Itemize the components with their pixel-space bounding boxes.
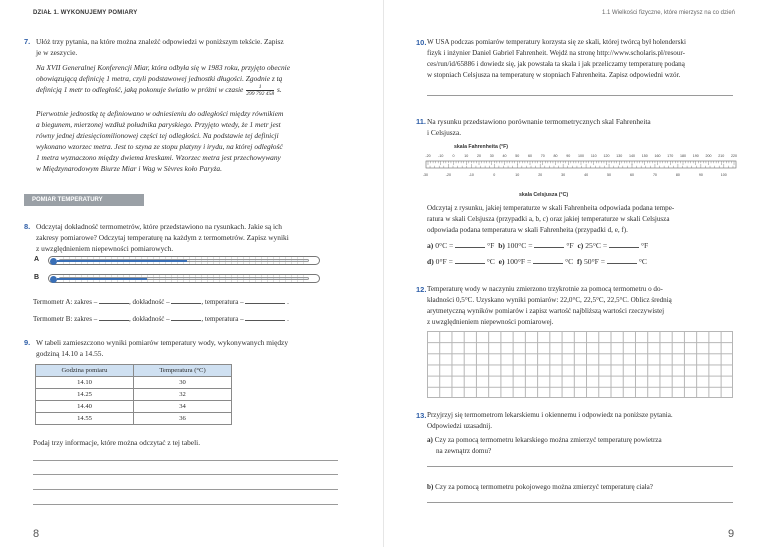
temperature-a-blank[interactable] bbox=[245, 296, 285, 304]
accuracy-b-blank[interactable] bbox=[171, 313, 201, 321]
calculation-grid[interactable] bbox=[427, 331, 733, 398]
thermometer-bulb bbox=[50, 276, 57, 283]
thermometer-b-level bbox=[57, 278, 147, 280]
answer-d-blank[interactable] bbox=[455, 256, 485, 264]
exercise-9-prompt: W tabeli zamieszczono wyniki pomiarów temperatury wody, wykonywanych między godziną 14.10 a 14.55. bbox=[36, 338, 289, 358]
exercise-8-prompt: Odczytaj dokładność termometrów, które przedstawiono na rysunkach. Jakie są ich zakresy pomiarowe? Odczytaj temperaturę na każdym z termometrów. Zapisz wyniki z uwzględnieniem niepewności pomiarowych. bbox=[36, 222, 289, 253]
fahrenheit-tick-label: 80 bbox=[553, 154, 558, 158]
celsius-tick-label: 80 bbox=[675, 173, 680, 177]
answer-line[interactable] bbox=[33, 474, 338, 475]
exercise-12-number: 12. bbox=[416, 285, 427, 294]
fahrenheit-tick-label: 170 bbox=[667, 154, 674, 158]
exercise-7-number: 7. bbox=[24, 37, 31, 46]
fahrenheit-tick-label: 220 bbox=[731, 154, 737, 158]
answer-line[interactable] bbox=[33, 460, 338, 461]
exercise-10-number: 10. bbox=[416, 38, 427, 47]
exercise-11-prompt: Na rysunku przedstawiono porównanie termometrycznych skal Fahrenheita i Celsjusza. bbox=[427, 117, 651, 137]
right-page bbox=[384, 0, 768, 547]
answer-line[interactable] bbox=[427, 95, 733, 96]
exercise-12-prompt: Temperaturę wody w naczyniu zmierzono trzykrotnie za pomocą termometru o do- kładności 0,5°C. Uzyskano wyniki pomiarów: 22,0°C, 22,5°C, 22,5°C. Oblicz średnią arytmetyczną wyników pomiarów i zapisz wartość najbliższą wartości rzeczywistej z uwzględnieniem niepewności pomiarowej. bbox=[427, 285, 672, 326]
accuracy-a-blank[interactable] bbox=[171, 296, 201, 304]
fahrenheit-tick-label: 110 bbox=[590, 154, 597, 158]
table-row: 14.40 34 bbox=[36, 401, 232, 413]
fahrenheit-tick-label: 50 bbox=[515, 154, 520, 158]
page-number-right: 9 bbox=[728, 528, 735, 540]
exercise-11-number: 11. bbox=[416, 117, 427, 126]
exercise-10-prompt: W USA podczas pomiarów temperatury korzysta się ze skali, której twórcą był holenderski fizyk i inżynier Daniel Gabriel Fahrenheit. Wejdź na stronę http://www.scholaris.pl/resour- ces/run/id/65886 i dowiedz się, jak powstała ta skala i jak przeliczamy temperaturę podaną w stopniach Celsjusza na temperaturę w stopniach Fahrenheita. Zapisz odpowiedni wzór. bbox=[427, 38, 686, 79]
chapter-header: DZIAŁ 1. WYKONUJEMY POMIARY bbox=[33, 10, 138, 16]
thermometer-b bbox=[48, 274, 320, 283]
exercise-9-number: 9. bbox=[24, 338, 31, 347]
thermometer-a bbox=[48, 256, 320, 265]
fahrenheit-tick-label: 130 bbox=[616, 154, 623, 158]
fahrenheit-tick-label: 120 bbox=[603, 154, 610, 158]
celsius-tick-label: 30 bbox=[561, 173, 566, 177]
celsius-tick-label: 90 bbox=[698, 173, 703, 177]
thermometer-a-label: A bbox=[34, 256, 40, 263]
fahrenheit-tick-label: 190 bbox=[692, 154, 699, 158]
page-number-left: 8 bbox=[33, 528, 40, 540]
thermometer-bulb bbox=[50, 258, 57, 265]
answer-line[interactable] bbox=[33, 489, 338, 490]
exercise-11-question: Odczytaj z rysunku, jakiej temperaturze w skali Fahrenheita odpowiada podana tempe- ratura w skali Celsjusza (przypadki a, b, c) oraz jakiej temperaturze w skali Celsjusza odpowiada podana temperatura w skali Fahrenheita (przypadki d, e, f). bbox=[427, 204, 675, 234]
table-header-temperature: Temperatura (°C) bbox=[134, 365, 232, 377]
answer-a-blank[interactable] bbox=[455, 240, 485, 248]
table-header-time: Godzina pomiaru bbox=[36, 365, 134, 377]
page-spine bbox=[383, 0, 384, 547]
exercise-9-task: Podaj trzy informacje, które można odczytać z tej tabeli. bbox=[33, 438, 201, 447]
celsius-tick-label: 40 bbox=[584, 173, 589, 177]
fahrenheit-tick-label: 30 bbox=[489, 154, 494, 158]
exercise-7-paragraph-1: Na XVII Generalnej Konferencji Miar, która odbyła się w 1983 roku, przyjęto obecnie obowiązującą definicję 1 metra, czyli podstawowej jednostki długości. Zgodnie z tą definicją 1 metr to odległość, jaką pokonuje światło w próżni w czasie $\frac{1}{299 792 458}$ s. bbox=[36, 63, 290, 97]
exercise-7-prompt: Ułóż trzy pytania, na które można znaleźć odpowiedzi w poniższym tekście. Zapisz je w zeszycie. bbox=[36, 37, 284, 57]
fahrenheit-tick-label: 210 bbox=[718, 154, 725, 158]
table-row: 14.55 36 bbox=[36, 413, 232, 425]
fahrenheit-tick-label: 200 bbox=[705, 154, 712, 158]
fahrenheit-tick-label: 160 bbox=[654, 154, 661, 158]
celsius-tick-label: 70 bbox=[652, 173, 657, 177]
temperature-scales-figure bbox=[424, 140, 740, 198]
exercise-13-question-b: b) Czy za pomocą termometru pokojowego można zmierzyć temperaturę ciała? bbox=[427, 483, 653, 491]
answer-b-blank[interactable] bbox=[534, 240, 564, 248]
conversion-row-2: d) 0°F = °C e) 100°F = °C f) 50°F = °C bbox=[427, 257, 647, 266]
celsius-tick-label: 60 bbox=[630, 173, 634, 177]
fahrenheit-tick-label: 10 bbox=[464, 154, 469, 158]
fahrenheit-tick-label: 60 bbox=[528, 154, 532, 158]
fahrenheit-tick-label: -20 bbox=[425, 154, 431, 158]
fahrenheit-tick-label: 140 bbox=[629, 154, 635, 158]
celsius-tick-label: -20 bbox=[445, 173, 452, 177]
section-title-bar: POMIAR TEMPERATURY bbox=[24, 194, 144, 206]
celsius-tick-label: -30 bbox=[422, 173, 429, 177]
celsius-tick-label: 50 bbox=[607, 173, 612, 177]
temperature-b-blank[interactable] bbox=[245, 313, 285, 321]
fahrenheit-tick-label: 100 bbox=[578, 154, 584, 158]
answer-line[interactable] bbox=[33, 504, 338, 505]
exercise-8-number: 8. bbox=[24, 222, 31, 231]
celsius-tick-label: 10 bbox=[515, 173, 520, 177]
answer-e-blank[interactable] bbox=[533, 256, 563, 264]
thermometer-a-answer-row: Termometr A: zakres – , dokładność – , temperatura – . bbox=[33, 298, 289, 306]
thermometer-b-label: B bbox=[34, 274, 40, 281]
fahrenheit-tick-labels bbox=[425, 154, 737, 158]
celsius-scale-label: skala Celsjusza (°C) bbox=[519, 192, 569, 198]
answer-line[interactable] bbox=[427, 466, 733, 467]
celsius-tick-label: 20 bbox=[538, 173, 543, 177]
answer-f-blank[interactable] bbox=[607, 256, 637, 264]
fraction: $\frac{1}{299 792 458}$ bbox=[246, 84, 275, 97]
range-a-blank[interactable] bbox=[99, 296, 129, 304]
exercise-7-paragraph-2: Pierwotnie jednostkę tę definiowano w odniesieniu do odległości między równikiem a biegunem, mierzonej wzdłuż południka paryskiego. Przyjęto wtedy, że 1 metr jest równy jednej dziesięciomilionowej części tej odległości. Na podstawie tej definicji wykonano wzorzec metra. Jest to szyna ze stopu platyny i irydu, na której odległość 1 metra wyznaczono między dwiema kreskami. Wzorzec metra jest przechowywany w Międzynarodowym Biurze Miar i Wag w Sèvres koło Paryża. bbox=[36, 109, 284, 173]
table-row: 14.25 32 bbox=[36, 389, 232, 401]
exercise-13-question-a: a) Czy za pomocą termometru lekarskiego można zmierzyć temperaturę powietrza na zewnątrz domu? bbox=[427, 436, 662, 455]
fahrenheit-tick-label: 90 bbox=[566, 154, 571, 158]
fahrenheit-tick-label: -10 bbox=[438, 154, 444, 158]
fahrenheit-tick-label: 20 bbox=[477, 154, 481, 158]
exercise-13-prompt: Przyjrzyj się termometrom lekarskiemu i okiennemu i odpowiedz na poniższe pytania. Odpowiedzi uzasadnij. bbox=[427, 411, 673, 430]
fahrenheit-tick-label: 150 bbox=[641, 154, 648, 158]
celsius-tick-label: -10 bbox=[468, 173, 474, 177]
answer-line[interactable] bbox=[427, 502, 733, 503]
fahrenheit-tick-label: 70 bbox=[540, 154, 545, 158]
conversion-row-1: a) 0°C = °F b) 100°C = °F c) 25°C = °F bbox=[427, 241, 649, 250]
celsius-tick-label: 100 bbox=[720, 173, 727, 177]
fahrenheit-tick-label: 180 bbox=[680, 154, 686, 158]
section-header: 1.1 Wielkości fizyczne, które mierzysz na co dzień bbox=[601, 10, 735, 16]
exercise-13-number: 13. bbox=[416, 411, 427, 420]
fahrenheit-tick-label: 0 bbox=[452, 154, 455, 158]
thermometer-b-answer-row: Termometr B: zakres – , dokładność – , temperatura – . bbox=[33, 315, 289, 323]
answer-c-blank[interactable] bbox=[609, 240, 639, 248]
thermometer-a-level bbox=[57, 260, 187, 262]
table-row: 14.10 30 bbox=[36, 377, 232, 389]
temperature-table bbox=[35, 364, 232, 425]
celsius-tick-labels bbox=[423, 173, 727, 177]
fahrenheit-scale-label: skala Fahrenheita (°F) bbox=[454, 144, 508, 150]
range-b-blank[interactable] bbox=[99, 313, 129, 321]
fahrenheit-tick-label: 40 bbox=[502, 154, 507, 158]
celsius-tick-label: 0 bbox=[493, 173, 496, 177]
